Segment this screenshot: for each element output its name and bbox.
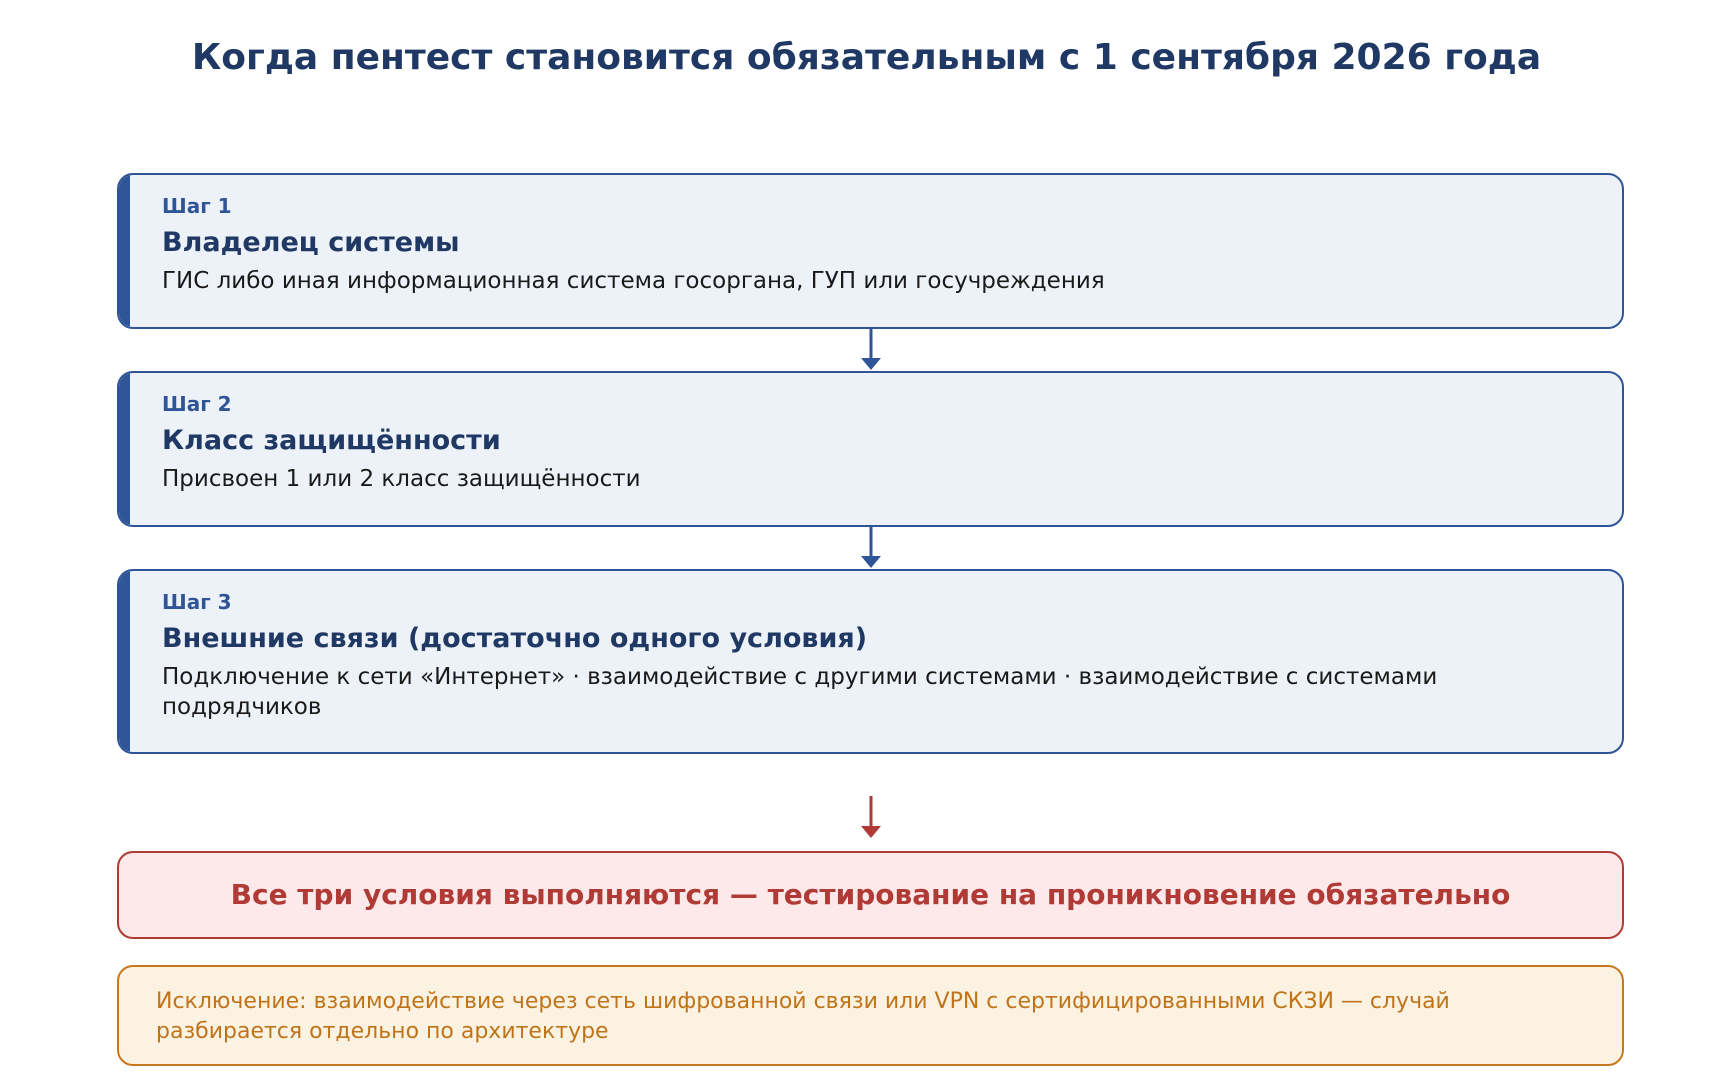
- step-1-description: ГИС либо иная информационная система госоргана, ГУП или госучреждения: [162, 268, 1105, 294]
- step-3-title: Внешние связи (достаточно одного условия): [162, 623, 868, 654]
- step-2-accent-bar: [119, 373, 130, 525]
- arrow-down-icon: [859, 526, 883, 570]
- exception-note: [117, 965, 1624, 1066]
- step-2-label: Шаг 2: [162, 392, 232, 416]
- step-3-description: Подключение к сети «Интернет» · взаимодействие с другими системами · взаимодействие с системами подрядчиков: [162, 664, 1438, 720]
- arrow-down-icon: [859, 328, 883, 372]
- page-title: Когда пентест становится обязательным с 1 сентября 2026 года: [191, 37, 1542, 78]
- step-1-title: Владелец системы: [162, 227, 460, 258]
- step-3-label: Шаг 3: [162, 590, 232, 614]
- step-1-label: Шаг 1: [162, 194, 232, 218]
- result-box: [117, 851, 1624, 939]
- step-2-box: [117, 371, 1624, 527]
- step-1-box: [117, 173, 1624, 329]
- step-3-box: [117, 569, 1624, 754]
- step-2-description: Присвоен 1 или 2 класс защищённости: [162, 466, 641, 492]
- arrow-down-icon: [859, 796, 883, 840]
- step-1-accent-bar: [119, 175, 130, 327]
- step-3-accent-bar: [119, 571, 130, 752]
- result-text: Все три условия выполняются — тестирование на проникновение обязательно: [230, 878, 1511, 911]
- exception-text: Исключение: взаимодействие через сеть шифрованной связи или VPN с сертифицированными СКЗИ — случай разбирается отдельно по архитектуре: [156, 989, 1450, 1044]
- step-2-title: Класс защищённости: [162, 425, 501, 456]
